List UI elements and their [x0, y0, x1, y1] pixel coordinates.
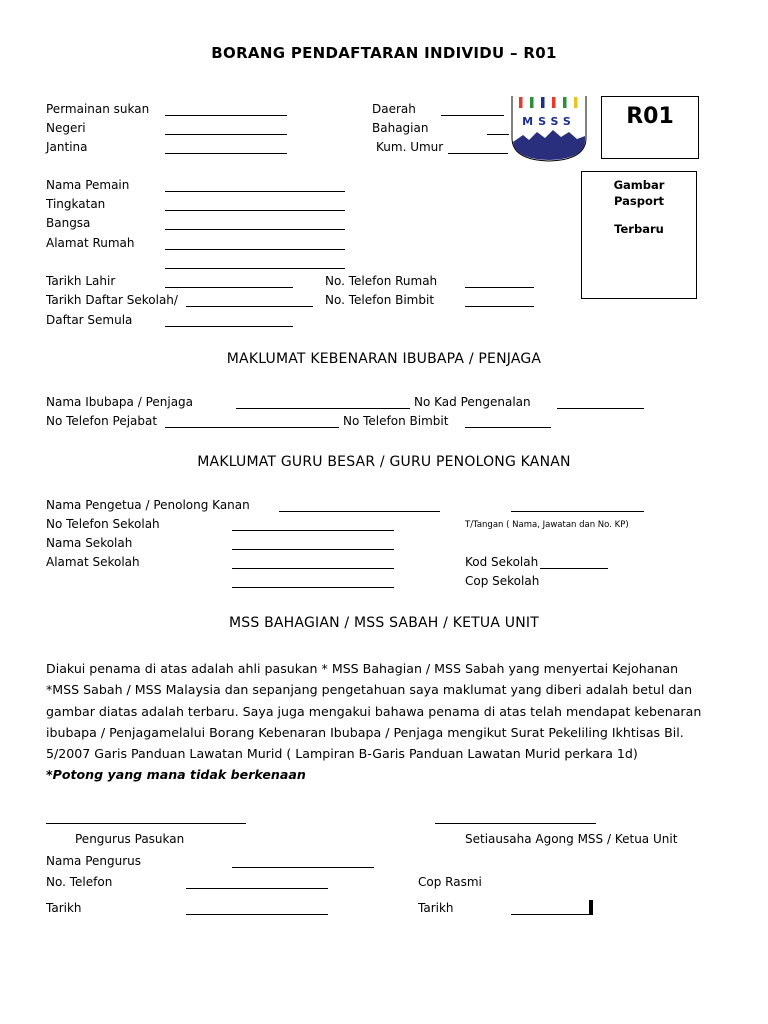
logo-stripe — [552, 97, 556, 108]
label-ttangan: T/Tangan ( Nama, Jawatan dan No. KP) — [465, 520, 629, 530]
label-cop-sekolah: Cop Sekolah — [465, 574, 540, 588]
field-tarikh-lahir[interactable] — [165, 287, 293, 288]
field-kum-umur[interactable] — [448, 153, 508, 154]
field-nama-pengetua[interactable] — [279, 511, 440, 512]
page-title: BORANG PENDAFTARAN INDIVIDU – R01 — [211, 44, 557, 62]
field-alamat-rumah-1[interactable] — [165, 249, 345, 250]
field-kad-pengenalan[interactable] — [557, 408, 644, 409]
field-kod-sekolah[interactable] — [540, 568, 608, 569]
field-tel-sekolah[interactable] — [232, 530, 394, 531]
label-tel-bimbit: No. Telefon Bimbit — [325, 293, 435, 307]
field-nama-pengurus[interactable] — [232, 867, 374, 868]
field-tarikh-right[interactable] — [511, 914, 589, 915]
label-nama-pengetua: Nama Pengetua / Penolong Kanan — [46, 498, 250, 512]
section-heading-parent: MAKLUMAT KEBENARAN IBUBAPA / PENJAGA — [226, 351, 542, 367]
label-kum-umur: Kum. Umur — [376, 140, 444, 154]
label-alamat-sekolah: Alamat Sekolah — [46, 555, 140, 569]
logo-stripe — [574, 97, 578, 108]
label-daftar-semula: Daftar Semula — [46, 313, 133, 327]
logo-stripe — [563, 97, 567, 108]
declaration-line: *MSS Sabah / MSS Malaysia dan sepanjang pengetahuan saya maklumat yang diberi adalah betul dan — [46, 682, 693, 698]
label-tel-rumah: No. Telefon Rumah — [325, 274, 438, 288]
field-nama-sekolah[interactable] — [232, 549, 394, 550]
text-cursor — [589, 900, 593, 915]
logo-stripe — [541, 97, 545, 108]
field-tel-pejabat[interactable] — [165, 427, 339, 428]
label-bahagian: Bahagian — [372, 121, 429, 135]
section-heading-principal: MAKLUMAT GURU BESAR / GURU PENOLONG KANAN — [197, 454, 571, 470]
field-tel-rumah[interactable] — [465, 287, 534, 288]
label-kad-pengenalan: No Kad Pengenalan — [414, 395, 531, 409]
label-no-telefon: No. Telefon — [46, 875, 113, 889]
label-bangsa: Bangsa — [46, 216, 91, 230]
field-negeri[interactable] — [165, 134, 287, 135]
declaration-line: 5/2007 Garis Panduan Lawatan Murid ( Lampiran B-Garis Panduan Lawatan Murid perkara 1d) — [46, 746, 638, 762]
signature-line-pengurus[interactable] — [46, 823, 246, 824]
label-nama-ibubapa: Nama Ibubapa / Penjaga — [46, 395, 194, 409]
field-no-telefon[interactable] — [186, 888, 328, 889]
label-parent-tel-bimbit: No Telefon Bimbit — [343, 414, 449, 428]
field-alamat-sekolah-1[interactable] — [232, 568, 394, 569]
declaration-paragraph — [46, 658, 736, 786]
field-tandatangan[interactable] — [511, 511, 644, 512]
field-tarikh-left[interactable] — [186, 914, 328, 915]
field-daerah[interactable] — [441, 115, 504, 116]
label-tarikh-right: Tarikh — [418, 901, 454, 915]
label-pengurus-pasukan: Pengurus Pasukan — [75, 832, 185, 846]
label-kod-sekolah: Kod Sekolah — [465, 555, 539, 569]
field-bahagian[interactable] — [487, 134, 509, 135]
field-permainan-sukan[interactable] — [165, 115, 287, 116]
label-negeri: Negeri — [46, 121, 86, 135]
label-tarikh-left: Tarikh — [46, 901, 82, 915]
field-nama-ibubapa[interactable] — [236, 408, 410, 409]
label-tel-pejabat: No Telefon Pejabat — [46, 414, 158, 428]
section-heading-mss: MSS BAHAGIAN / MSS SABAH / KETUA UNIT — [229, 615, 539, 631]
label-nama-pemain: Nama Pemain — [46, 178, 130, 192]
logo-stripe — [519, 97, 523, 108]
field-daftar-semula[interactable] — [165, 326, 293, 327]
field-bangsa[interactable] — [165, 229, 345, 230]
field-nama-pemain[interactable] — [165, 191, 345, 192]
field-jantina[interactable] — [165, 153, 287, 154]
label-tarikh-daftar: Tarikh Daftar Sekolah/ — [46, 293, 178, 307]
field-alamat-sekolah-2[interactable] — [232, 587, 394, 588]
photo-label-1: Gambar — [613, 178, 665, 192]
field-alamat-rumah-2[interactable] — [165, 268, 345, 269]
label-setiausaha: Setiausaha Agong MSS / Ketua Unit — [465, 832, 678, 846]
declaration-line: gambar diatas adalah terbaru. Saya juga mengakui bahawa penama di atas telah mendapat kebenaran — [46, 703, 702, 719]
msss-logo — [509, 94, 589, 164]
label-tingkatan: Tingkatan — [46, 197, 106, 211]
label-tel-sekolah: No Telefon Sekolah — [46, 517, 160, 531]
declaration-line: Diakui penama di atas adalah ahli pasukan * MSS Bahagian / MSS Sabah yang menyertai Kejohanan — [46, 661, 679, 676]
label-alamat-rumah: Alamat Rumah — [46, 236, 135, 250]
logo-stripe — [530, 97, 534, 108]
signature-line-setiausaha[interactable] — [435, 823, 596, 824]
passport-photo-box[interactable] — [581, 171, 697, 299]
label-jantina: Jantina — [46, 140, 88, 154]
field-tel-bimbit[interactable] — [465, 306, 534, 307]
code-box — [601, 96, 699, 159]
label-nama-sekolah: Nama Sekolah — [46, 536, 133, 550]
label-daerah: Daerah — [372, 102, 416, 116]
label-tarikh-lahir: Tarikh Lahir — [46, 274, 116, 288]
strike-out-note: *Potong yang mana tidak berkenaan — [46, 767, 306, 783]
photo-label-2: Pasport — [613, 194, 665, 208]
photo-label-3: Terbaru — [614, 222, 664, 236]
declaration-line: ibubapa / Penjagamelalui Borang Kebenaran Ibubapa / Penjaga mengikut Surat Pekeliling Ikhtisas Bil. — [46, 724, 684, 740]
field-tarikh-daftar[interactable] — [186, 306, 313, 307]
label-nama-pengurus: Nama Pengurus — [46, 854, 141, 868]
label-cop-rasmi: Cop Rasmi — [418, 875, 482, 889]
field-tingkatan[interactable] — [165, 210, 345, 211]
label-permainan-sukan: Permainan sukan — [46, 102, 150, 116]
code-label: R01 — [626, 104, 674, 129]
field-parent-tel-bimbit[interactable] — [465, 427, 551, 428]
logo-text: MSSS — [522, 115, 576, 128]
